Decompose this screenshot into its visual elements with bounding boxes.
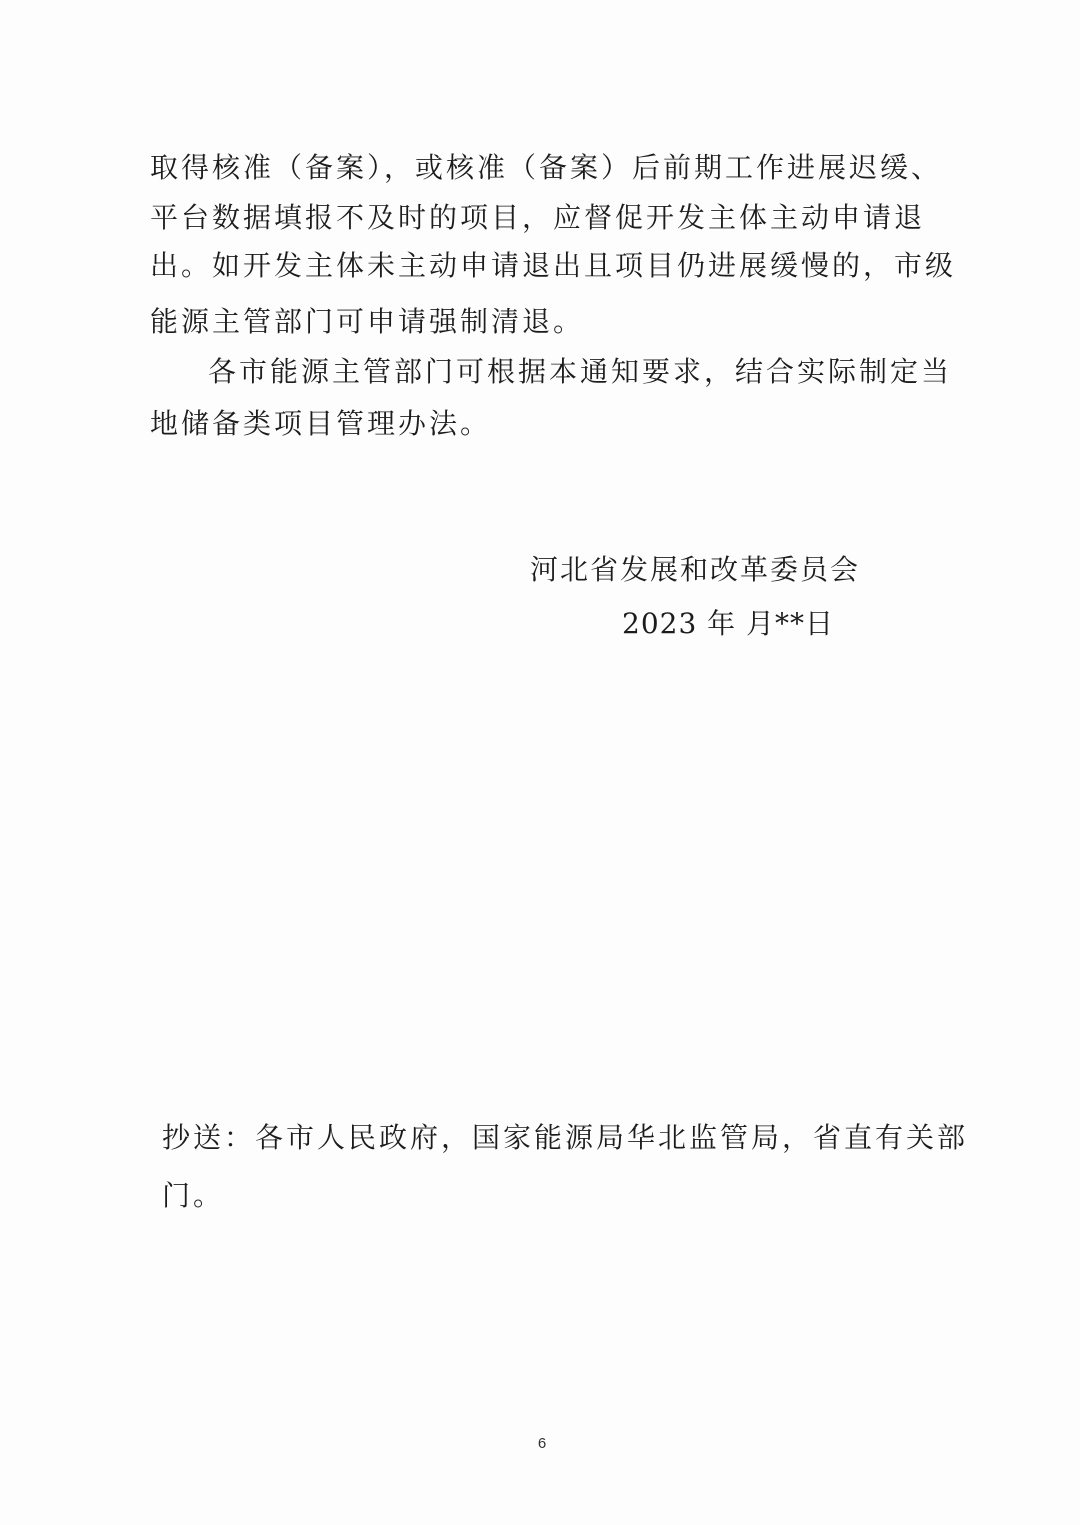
signature-date: 2023 年 月**日 xyxy=(622,607,835,640)
signature-organization: 河北省发展和改革委员会 xyxy=(530,553,861,586)
body-text-line: 各市能源主管部门可根据本通知要求，结合实际制定当 xyxy=(208,355,953,388)
cc-recipients-line: 抄送：各市人民政府，国家能源局华北监管局，省直有关部 xyxy=(162,1121,969,1154)
cc-recipients-line: 门。 xyxy=(162,1179,225,1212)
body-text-line: 能源主管部门可申请强制清退。 xyxy=(150,305,585,338)
body-text-line: 平台数据填报不及时的项目，应督促开发主体主动申请退 xyxy=(150,201,926,234)
body-text-line: 地储备类项目管理办法。 xyxy=(150,407,492,440)
body-text-line: 取得核准（备案），或核准（备案）后前期工作进展迟缓、 xyxy=(150,151,943,184)
page-number: 6 xyxy=(537,1435,547,1452)
body-text-line: 出。如开发主体未主动申请退出且项目仍进展缓慢的，市级 xyxy=(150,249,957,282)
